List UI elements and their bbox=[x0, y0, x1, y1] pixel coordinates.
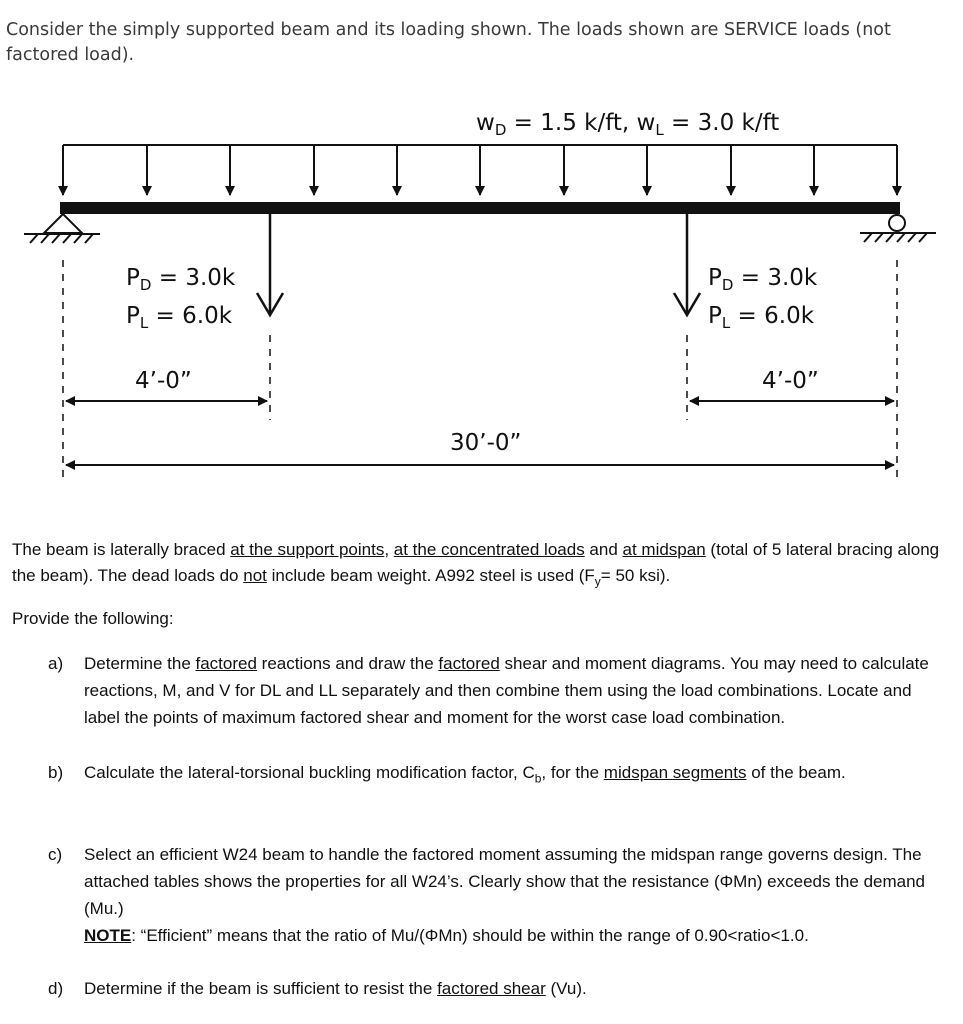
item-a bbox=[48, 650, 948, 734]
right-dimension-label: 4’-0” bbox=[762, 368, 819, 394]
left-dimension-label: 4’-0” bbox=[135, 368, 192, 394]
right-live-load-label: $P_L = 6.0k$ bbox=[708, 303, 815, 332]
item-d bbox=[48, 975, 948, 1003]
item-a-text: Determine the factored reactions and draw the factored shear and moment diagrams. You may need to calculate reactions, M, and V for DL and LL separately and then combine them using the load combinations. Locate and label the points of maximum factored shear and moment for the worst case load combination. bbox=[84, 654, 929, 727]
bracing-paragraph: The beam is laterally braced at the support points, at the concentrated loads and at midspan (total of 5 lateral bracing along the beam). The dead loads do not include beam weight. A992 steel is used ($F_y= 50$ ksi). bbox=[12, 540, 940, 589]
right-dead-load-label: $P_D = 3.0k$ bbox=[708, 265, 818, 294]
item-d-text: Determine if the beam is sufficient to resist the factored shear (Vu). bbox=[84, 979, 587, 998]
distributed-load-arrows bbox=[63, 145, 897, 195]
left-live-load-label: $P_L = 6.0k$ bbox=[126, 303, 233, 332]
intro-text: Consider the simply supported beam and its loading shown. The loads shown are SERVICE loads (not factored load). bbox=[6, 20, 891, 65]
pin-support bbox=[24, 214, 100, 243]
item-b bbox=[48, 759, 948, 787]
beam-diagram bbox=[0, 95, 963, 490]
left-point-load-arrow bbox=[257, 214, 283, 315]
left-dead-load-label: $P_D = 3.0k$ bbox=[126, 265, 236, 294]
item-b-label: b) bbox=[48, 763, 64, 782]
item-c-text: Select an efficient W24 beam to handle the factored moment assuming the midspan range governs design. The attached tables shows the properties for all W24’s. Clearly show that the resistance (ΦMn) exceeds the demand (Mu.) NOTE: “Efficient” means that the ratio of Mu/(ΦMn) should be within the range of 0.90<ratio<1.0. bbox=[84, 845, 926, 945]
item-c bbox=[48, 841, 948, 953]
roller-support bbox=[860, 215, 936, 242]
provide-heading: Provide the following: bbox=[12, 609, 174, 628]
item-b-text: Calculate the lateral-torsional buckling modification factor, $C_b$, for the midspan segments of the beam. bbox=[84, 763, 846, 786]
total-span-label: 30’-0” bbox=[450, 430, 522, 456]
item-a-label: a) bbox=[48, 654, 64, 673]
item-d-label: d) bbox=[48, 979, 64, 998]
beam bbox=[60, 202, 900, 214]
item-c-label: c) bbox=[48, 845, 63, 864]
distributed-load-label: $w_D = 1.5$ k/ft, $w_L = 3.0$ k/ft bbox=[476, 110, 780, 139]
right-point-load-arrow bbox=[674, 214, 700, 315]
